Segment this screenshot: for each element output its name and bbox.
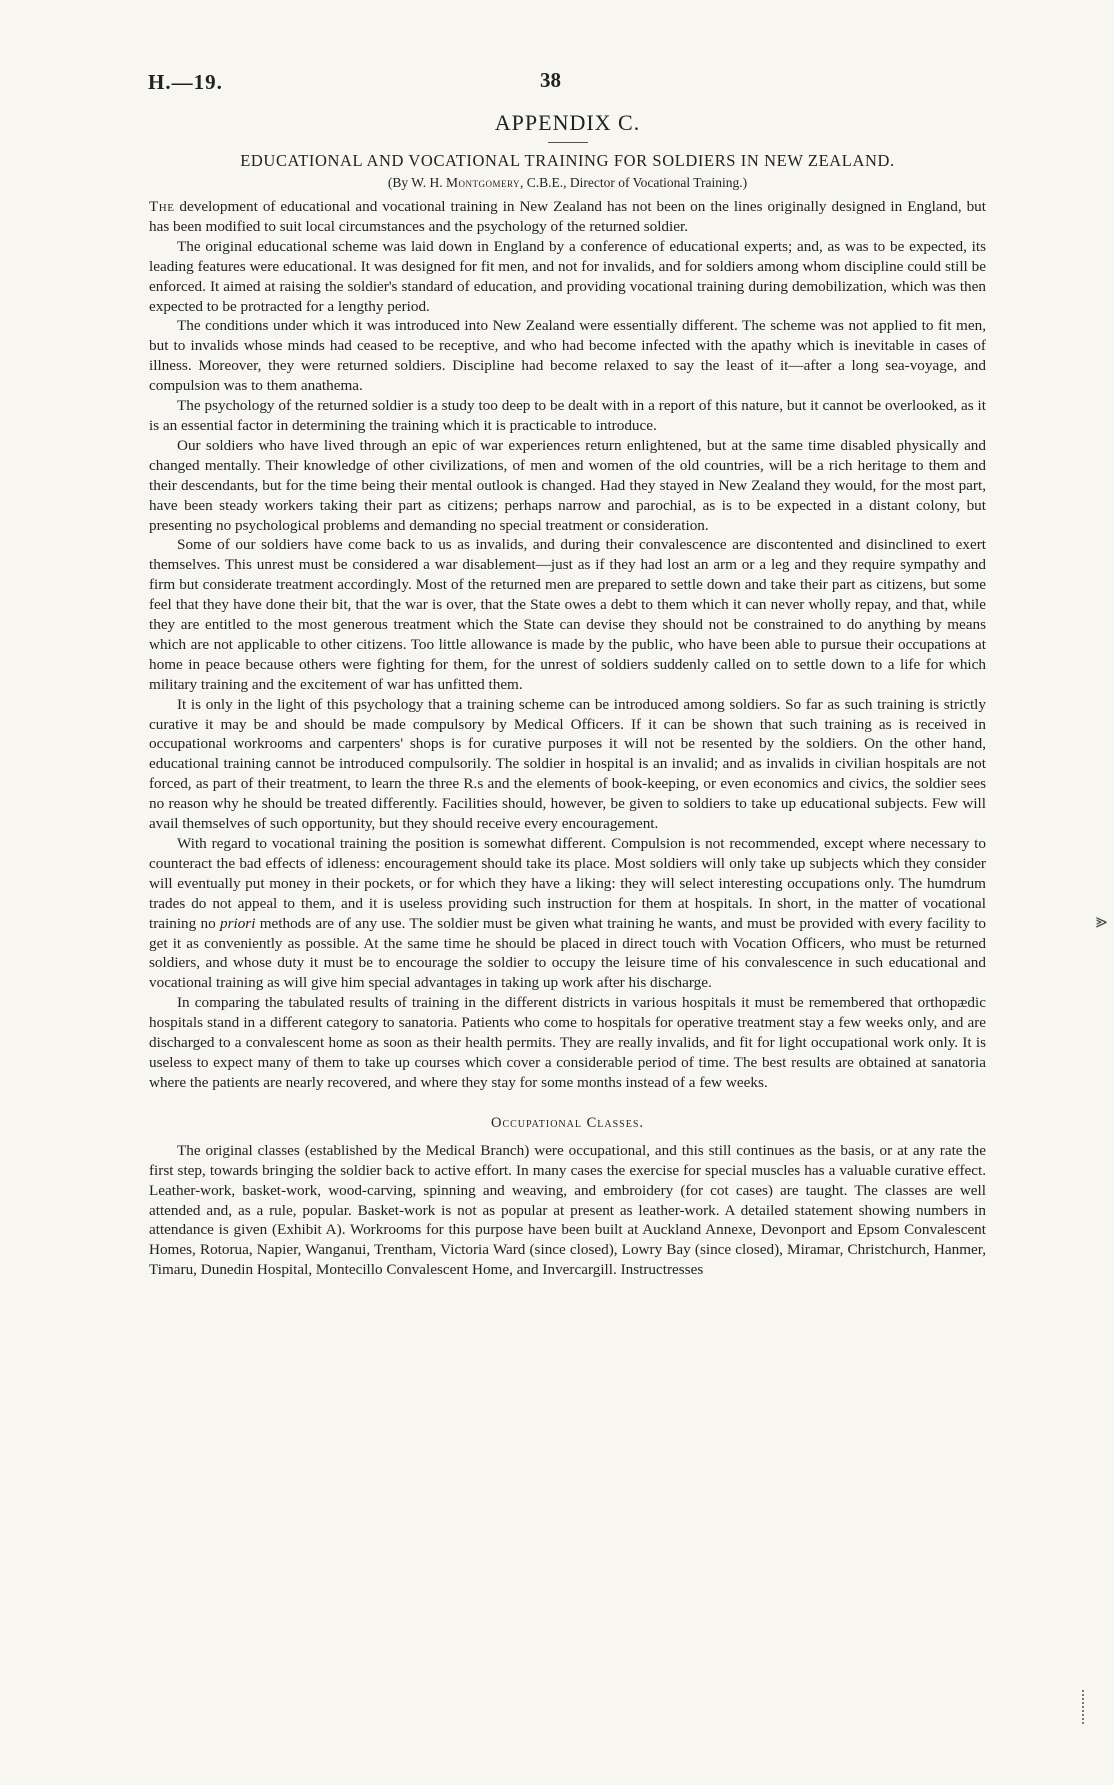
title-rule xyxy=(548,142,588,143)
paragraph-8-text-b: methods are of any use. The soldier must be given what training he wants, and must be provided with every facility to get it as conveniently as possible. At the same time he should be placed in direct touch with Vocation Officers, who must be returned soldiers, and whose duty it must be to encourage the soldier to occupy the leisure time of his convalescence in such educational and vocational training as will give him special advantages in taking up work after his discharge. xyxy=(149,914,987,992)
appendix-title: APPENDIX C. xyxy=(494,110,641,135)
paragraph-1-lead-word: The xyxy=(149,198,175,215)
paragraph-5: Our soldiers who have lived through an epic of war experiences return enlightened, but at the same time disabled physically and changed mentally. Their knowledge of other civilizations, of men and women of the old countries, will be a rich heritage to them and their descendants, but for the time being their mental outlook is changed. Had they stayed in New Zealand they would, for the most part, have been steady workers taking their part as citizens; perhaps narrow and parochial, as is to be expected in a distant colony, but presenting no psychological problems and demanding no special treatment or consideration. xyxy=(149,436,986,534)
byline xyxy=(149,175,986,191)
paragraph-4: The psychology of the returned soldier is a study too deep to be dealt with in a report of this nature, but it cannot be overlooked, as it is an essential factor in determining the training which it is practicable to introduce. xyxy=(149,397,986,434)
paragraph-8-italic: priori xyxy=(219,914,256,932)
paragraph-9: In comparing the tabulated results of training in the different districts in various hospitals it must be remembered that orthopædic hospitals stand in a different category to sanatoria. Patients who come to hospitals for operative treatment stay a few weeks only, and are discharged to a convalescent home as soon as their health permits. They are really invalids, and fit for light occupational work only. It is useless to expect many of them to take up courses which cover a considerable period of time. The best results are obtained at sanatoria where the patients are nearly recovered, and where they stay for some months instead of a few weeks. xyxy=(149,994,986,1091)
page-content xyxy=(149,110,986,1280)
document-reference: H.—19. xyxy=(148,70,223,94)
paragraph-1 xyxy=(149,197,986,237)
paragraph-7: It is only in the light of this psychology that a training scheme can be introduced among soldiers. So far as such training is strictly curative it may be and should be made compulsory by Medical Officers. If it can be shown that such training as is received in occupational workrooms and carpenters' shops is for curative purposes it will not be resented by the soldiers. On the other hand, educational training cannot be introduced compulsorily. The soldier in hospital is an invalid; and as invalids in civilian hospitals are not forced, as part of their treatment, to learn the three R.s and the elements of book-keeping, or even economics and civics, the soldier sees no reason why he should be treated differently. Facilities should, however, be given to soldiers to take up educational subjects. Few will avail themselves of such opportunity, but they should receive every encouragement. xyxy=(149,695,986,833)
corner-scan-mark xyxy=(1082,1690,1098,1724)
section-heading-occupational-classes: Occupational Classes. xyxy=(490,1114,645,1131)
paragraph-1-text: development of educational and vocational training in New Zealand has not been on the lines originally designed in England, but has been modified to suit local circumstances and the psychology of the returned soldier. xyxy=(149,198,986,235)
paragraph-8-text-a: With regard to vocational training the position is somewhat different. Compulsion is not recommended, except where necessary to counteract the bad effects of idleness: encouragement should take its place. Most soldiers will only take up subjects which they consider will eventually put money in their pockets, or for which they have a liking: they will select interesting occupations only. The humdrum trades do not appeal to them, and it is useless providing such instruction for them at hospitals. In short, in the matter of vocational training no xyxy=(149,835,986,932)
byline-author-name: Montgomery xyxy=(446,175,521,190)
page-number: 38 xyxy=(540,68,561,92)
paragraph-3: The conditions under which it was introduced into New Zealand were essentially different. The scheme was not applied to fit men, but to invalids whose minds had ceased to be receptive, and who had become infected with the apathy which is inevitable in cases of illness. Moreover, they were returned soldiers. Discipline had become relaxed to say the least of it—after a long sea-voyage, and compulsion was to them anathema. xyxy=(149,317,986,395)
paragraph-8 xyxy=(149,834,986,993)
paragraph-6: Some of our soldiers have come back to us as invalids, and during their convalescence are discontented and disinclined to exert themselves. This unrest must be considered a war disablement—just as if they had lost an arm or a leg and they require sympathy and firm but considerate treatment accordingly. Most of the returned men are prepared to settle down and take their part as citizens, but some feel that they have done their bit, that the war is over, that the State owes a debt to them which it can never wholly repay, and that, while they are entitled to the most generous treatment which the State can devise they should not be constrained to do anything by means which are not applicable to other citizens. Too little allowance is made by the public, who have been able to pursue their occupations at home in peace because others were fighting for them, for the unrest of soldiers suddenly called on to settle down to a life for which military training and the excitement of war has unfitted them. xyxy=(149,536,986,693)
occupational-paragraph-1: The original classes (established by the Medical Branch) were occupational, and this still continues as the basis, or at any rate the first step, towards bringing the soldier back to active effort. In many cases the exercise for special muscles has a valuable curative effect. Leather-work, basket-work, wood-carving, spinning and weaving, and embroidery (for cot cases) are taught. The classes are well attended and, as a rule, popular. Basket-work is not as popular at present as leather-work. A detailed statement showing numbers in attendance is given (Exhibit A). Workrooms for this purpose have been built at Auckland Annexe, Devonport and Epsom Convalescent Homes, Rotorua, Napier, Wanganui, Trentham, Victoria Ward (since closed), Lowry Bay (since closed), Miramar, Christchurch, Hanmer, Timaru, Dunedin Hospital, Montecillo Convalescent Home, and Invercargill. Instructresses xyxy=(149,1141,986,1279)
paragraph-2: The original educational scheme was laid down in England by a conference of educational experts; and, as was to be expected, its leading features were educational. It was designed for fit men, and not for invalids, and for soldiers among whom discipline could still be enforced. It aimed at raising the soldier's standard of education, and providing vocational training during demobilization, which was then expected to be protracted for a lengthy period. xyxy=(149,237,986,315)
byline-open: (By W. H. xyxy=(387,175,446,190)
byline-rest: , C.B.E., Director of Vocational Training.) xyxy=(520,175,748,190)
article-title: EDUCATIONAL AND VOCATIONAL TRAINING FOR SOLDIERS IN NEW ZEALAND. xyxy=(240,151,895,170)
margin-mark: ⪢ xyxy=(1096,910,1108,932)
